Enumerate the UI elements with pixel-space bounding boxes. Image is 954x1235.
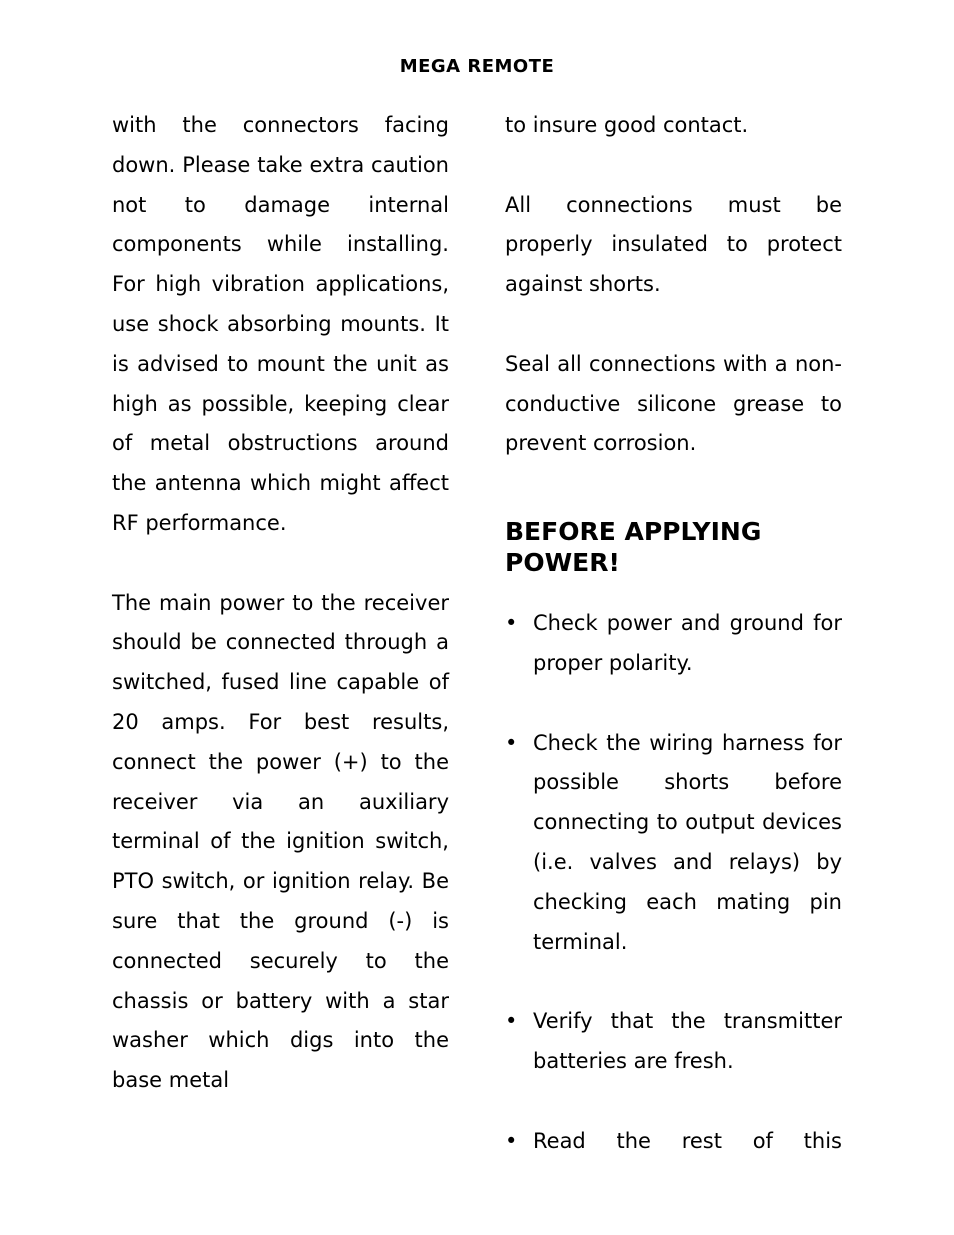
- list-item: [505, 604, 842, 684]
- seal-paragraph: Seal all connections with a non-conductive silicone grease to prevent corrosion.: [505, 351, 842, 456]
- left-column: [112, 106, 449, 1101]
- insulation-paragraph: All connections must be properly insulated to protect against shorts.: [505, 192, 842, 297]
- list-item-text: Check power and ground for proper polarity.: [533, 611, 842, 675]
- list-item-text: Verify that the transmitter batteries are fresh.: [533, 1009, 842, 1073]
- list-gap: [505, 962, 842, 1002]
- list-item: [505, 724, 842, 963]
- mounting-paragraph: with the connectors facing down. Please take extra caution not to damage internal components while installing. For high vibration applications, use shock absorbing mounts. It is advised to mount the unit as high as possible, keeping clear of metal obstructions around the antenna which might affect RF performance.: [112, 113, 449, 535]
- paragraph-gap: [505, 305, 842, 345]
- bullet-icon: •: [505, 611, 518, 636]
- list-item: [505, 1122, 842, 1162]
- right-column: [505, 106, 842, 1161]
- page-header: MEGA REMOTE: [399, 56, 555, 77]
- heading-gap: [505, 578, 842, 604]
- list-item-text: Read the rest of this: [533, 1128, 842, 1153]
- list-item: [505, 1002, 842, 1082]
- contact-paragraph: to insure good contact.: [505, 113, 749, 137]
- main-power-paragraph: The main power to the receiver should be connected through a switched, fused line capable of 20 amps. For best results, connect the power (+) to the receiver via an auxiliary terminal of the ignition switch, PTO switch, or ignition relay. Be sure that the ground (-) is connected securely to the chassis or battery with a star washer which digs into the base metal: [112, 590, 449, 1093]
- paragraph-gap: [112, 544, 449, 584]
- bullet-icon: •: [505, 1009, 518, 1034]
- heading-gap: [505, 464, 842, 516]
- list-gap: [505, 1082, 842, 1122]
- list-gap: [505, 684, 842, 724]
- section-heading: BEFORE APPLYING POWER!: [505, 517, 762, 578]
- checklist: [505, 604, 842, 1161]
- bullet-icon: •: [505, 730, 518, 755]
- list-item-text: Check the wiring harness for possible shorts before connecting to output devices (i.e. valves and relays) by checking each mating pin terminal.: [533, 730, 842, 954]
- bullet-icon: •: [505, 1128, 518, 1153]
- paragraph-gap: [505, 146, 842, 186]
